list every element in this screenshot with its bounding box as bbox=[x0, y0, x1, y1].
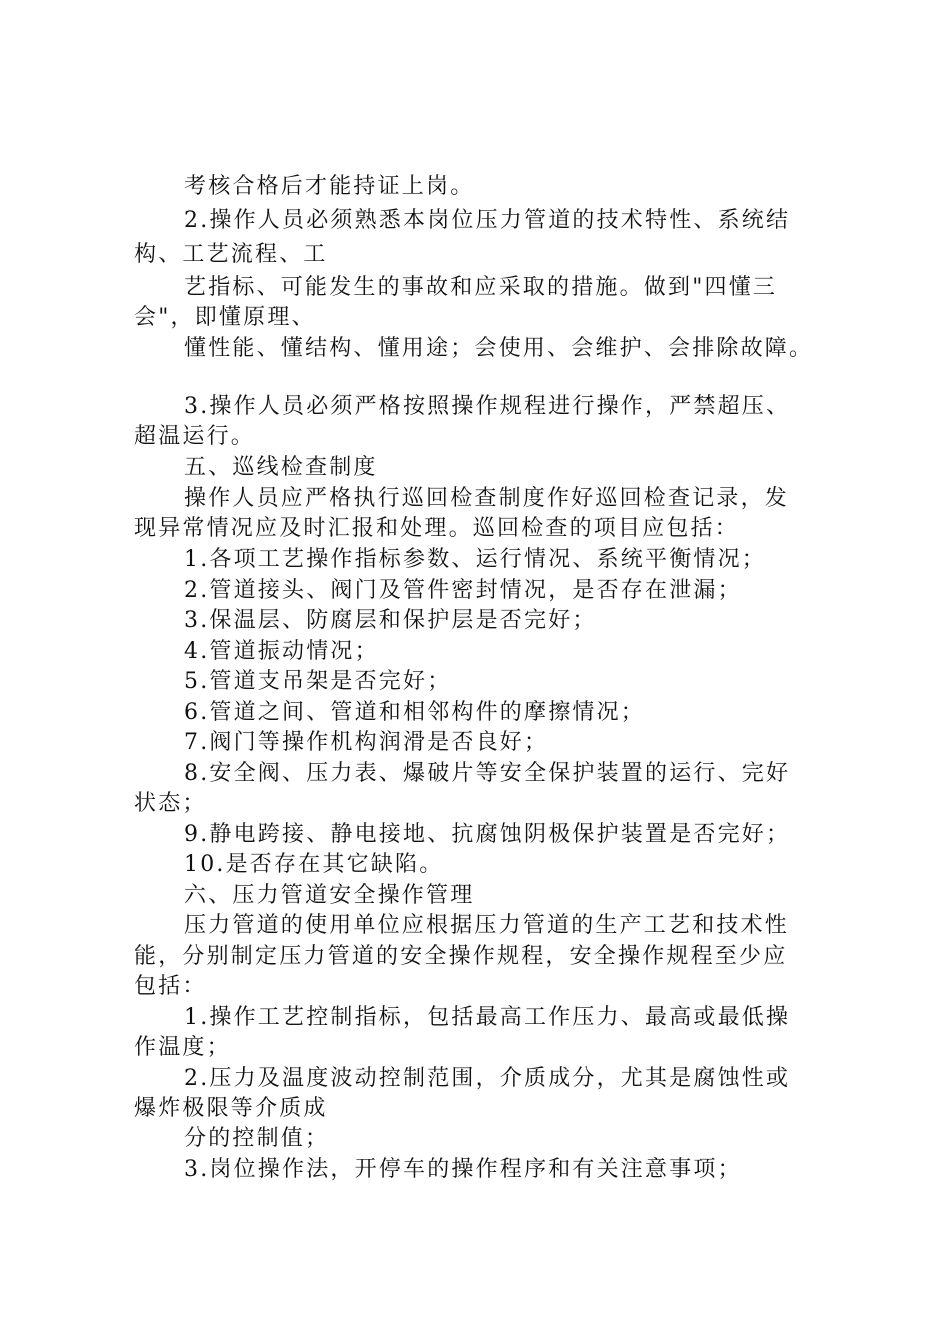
list-item: 8.安全阀、压力表、爆破片等安全保护装置的运行、完好 bbox=[184, 761, 791, 786]
text-line: 现异常情况应及时汇报和处理。巡回检查的项目应包括： bbox=[134, 516, 740, 541]
text-line: 分的控制值； bbox=[184, 1126, 330, 1151]
text-line: 超温运行。 bbox=[134, 424, 256, 449]
list-item: 3.岗位操作法，开停车的操作程序和有关注意事项； bbox=[184, 1157, 742, 1182]
list-item: 3.保温层、防腐层和保护层是否完好； bbox=[184, 608, 597, 633]
text-line: 构、工艺流程、工 bbox=[134, 242, 328, 267]
list-item: 9.静电跨接、静电接地、抗腐蚀阴极保护装置是否完好； bbox=[184, 822, 791, 847]
text-line: 操作人员应严格执行巡回检查制度作好巡回检查记录，发 bbox=[184, 486, 790, 511]
list-item: 1.操作工艺控制指标，包括最高工作压力、最高或最低操 bbox=[184, 1005, 791, 1030]
text-line: 压力管道的使用单位应根据压力管道的生产工艺和技术性 bbox=[184, 913, 790, 938]
text-line: 爆炸极限等介质成 bbox=[134, 1096, 328, 1121]
text-line: 考核合格后才能持证上岗。 bbox=[184, 174, 475, 199]
text-line: 2.操作人员必须熟悉本岗位压力管道的技术特性、系统结 bbox=[184, 208, 791, 233]
text-line: 懂性能、懂结构、懂用途；会使用、会维护、会排除故障。 bbox=[184, 336, 814, 361]
text-line: 3.操作人员必须严格按照操作规程进行操作，严禁超压、 bbox=[184, 394, 791, 419]
list-item: 7.阀门等操作机构润滑是否良好； bbox=[184, 730, 549, 755]
text-line: 能，分别制定压力管道的安全操作规程，安全操作规程至少应 bbox=[134, 944, 788, 969]
section-heading: 五、巡线检查制度 bbox=[184, 455, 378, 480]
list-item: 2.管道接头、阀门及管件密封情况，是否存在泄漏； bbox=[184, 578, 742, 603]
text-line: 会"，即懂原理、 bbox=[134, 305, 316, 330]
list-item: 5.管道支吊架是否完好； bbox=[184, 669, 452, 694]
list-item: 4.管道振动情况； bbox=[184, 639, 379, 664]
text-line: 艺指标、可能发生的事故和应采取的措施。做到"四懂三 bbox=[184, 275, 778, 300]
text-line: 状态； bbox=[134, 791, 207, 816]
section-heading: 六、压力管道安全操作管理 bbox=[184, 883, 475, 908]
text-line: 作温度； bbox=[134, 1035, 231, 1060]
list-item: 1.各项工艺操作指标参数、运行情况、系统平衡情况； bbox=[184, 547, 766, 572]
list-item: 6.管道之间、管道和相邻构件的摩擦情况； bbox=[184, 700, 645, 725]
list-item: 10.是否存在其它缺陷。 bbox=[184, 852, 444, 877]
text-line: 包括： bbox=[134, 974, 207, 999]
list-item: 2.压力及温度波动控制范围，介质成分，尤其是腐蚀性或 bbox=[184, 1066, 791, 1091]
